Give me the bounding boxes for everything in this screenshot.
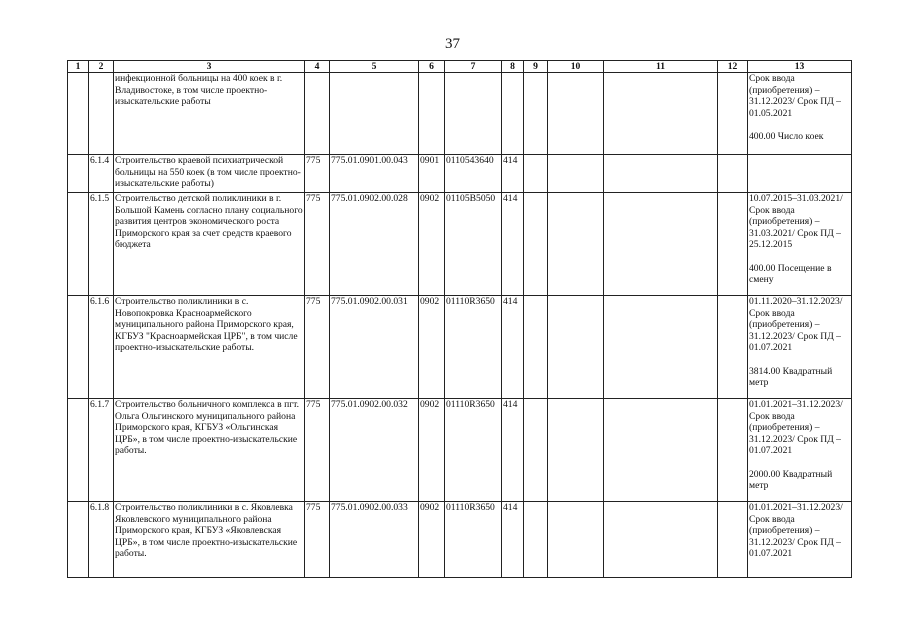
table-row <box>68 155 852 193</box>
cell-col5: 775.01.0902.00.032 <box>330 399 419 502</box>
cell-col11 <box>604 193 718 296</box>
cell-col10 <box>548 193 604 296</box>
cell-term: 10.07.2015–31.03.2021/ Срок ввода (приобретения) – 31.03.2021/ Срок ПД – 25.12.2015 <box>749 193 843 250</box>
cell-col1 <box>68 399 89 502</box>
cell-col12 <box>718 193 748 296</box>
cell-col12 <box>718 502 748 578</box>
table-row <box>68 296 852 399</box>
header-cell: 5 <box>330 61 419 73</box>
cell-description: Строительство краевой психиатрической больницы на 550 коек (в том числе проектно-изыскательские работы) <box>114 155 305 193</box>
cell-col6: 0902 <box>419 502 445 578</box>
cell-col11 <box>604 296 718 399</box>
cell-term: 01.01.2021–31.12.2023/ Срок ввода (приобретения) – 31.12.2023/ Срок ПД – 01.07.2021 <box>749 502 843 559</box>
cell-col12 <box>718 155 748 193</box>
cell-item-number: 6.1.7 <box>89 399 114 502</box>
header-cell: 4 <box>305 61 330 73</box>
cell-measure: 3814.00 Квадратный метр <box>749 365 833 388</box>
cell-col7: 01110R3650 <box>445 502 502 578</box>
table-row <box>68 193 852 296</box>
cell-col8 <box>502 73 524 155</box>
header-cell: 1 <box>68 61 89 73</box>
cell-col6: 0902 <box>419 193 445 296</box>
cell-col5: 775.01.0901.00.043 <box>330 155 419 193</box>
cell-col13 <box>748 193 852 296</box>
cell-col5: 775.01.0902.00.028 <box>330 193 419 296</box>
cell-col1 <box>68 155 89 193</box>
cell-col7: 01105B5050 <box>445 193 502 296</box>
cell-col11 <box>604 155 718 193</box>
cell-col1 <box>68 193 89 296</box>
cell-col5 <box>330 73 419 155</box>
cell-description: Строительство поликлиники в с. Новопокровка Красноармейского муниципального района Приморского края, КГБУЗ "Красноармейская ЦРБ", в том числе проектно-изыскательские работы. <box>114 296 305 399</box>
cell-col11 <box>604 399 718 502</box>
cell-col4: 775 <box>305 502 330 578</box>
cell-col10 <box>548 399 604 502</box>
cell-col13 <box>748 296 852 399</box>
cell-description: инфекционной больницы на 400 коек в г. Владивостоке, в том числе проектно-изыскательские работы <box>114 73 305 155</box>
cell-col9 <box>524 296 548 399</box>
program-table <box>67 60 852 578</box>
cell-col12 <box>718 73 748 155</box>
header-row <box>68 61 852 73</box>
header-cell: 3 <box>114 61 305 73</box>
cell-col10 <box>548 502 604 578</box>
cell-col6: 0901 <box>419 155 445 193</box>
cell-col9 <box>524 502 548 578</box>
table-row <box>68 73 852 155</box>
cell-col11 <box>604 502 718 578</box>
cell-item-number: 6.1.5 <box>89 193 114 296</box>
cell-col4: 775 <box>305 155 330 193</box>
cell-col8: 414 <box>502 296 524 399</box>
cell-col12 <box>718 399 748 502</box>
cell-term: 01.11.2020–31.12.2023/ Срок ввода (приобретения) – 31.12.2023/ Срок ПД – 01.07.2021 <box>749 296 843 353</box>
header-cell: 6 <box>419 61 445 73</box>
cell-col7: 01110R3650 <box>445 296 502 399</box>
cell-col1 <box>68 296 89 399</box>
header-cell: 9 <box>524 61 548 73</box>
table-row <box>68 399 852 502</box>
cell-col13 <box>748 399 852 502</box>
cell-col12 <box>718 296 748 399</box>
cell-col11 <box>604 73 718 155</box>
cell-col4 <box>305 73 330 155</box>
cell-col7: 0110543640 <box>445 155 502 193</box>
cell-col5: 775.01.0902.00.033 <box>330 502 419 578</box>
cell-col4: 775 <box>305 193 330 296</box>
cell-item-number: 6.1.8 <box>89 502 114 578</box>
cell-col8: 414 <box>502 155 524 193</box>
cell-description: Строительство детской поликлиники в г. Большой Камень согласно плану социального развития центров экономического роста Приморского края за счет средств краевого бюджета <box>114 193 305 296</box>
cell-col13 <box>748 73 852 155</box>
cell-col1 <box>68 502 89 578</box>
cell-col10 <box>548 155 604 193</box>
cell-term: Срок ввода (приобретения) – 31.12.2023/ Срок ПД – 01.05.2021 <box>749 73 841 119</box>
page-number: 37 <box>445 36 460 52</box>
cell-col5: 775.01.0902.00.031 <box>330 296 419 399</box>
header-cell: 2 <box>89 61 114 73</box>
cell-col8: 414 <box>502 399 524 502</box>
cell-measure: 2000.00 Квадратный метр <box>749 468 833 491</box>
cell-col4: 775 <box>305 296 330 399</box>
cell-item-number: 6.1.6 <box>89 296 114 399</box>
cell-description: Строительство поликлиники в с. Яковлевка Яковлевского муниципального района Приморского края, КГБУЗ «Яковлевская ЦРБ», в том числе проектно-изыскательские работы. <box>114 502 305 578</box>
cell-item-number: 6.1.4 <box>89 155 114 193</box>
header-cell: 13 <box>748 61 852 73</box>
header-cell: 7 <box>445 61 502 73</box>
header-cell: 11 <box>604 61 718 73</box>
cell-col8: 414 <box>502 502 524 578</box>
cell-col13 <box>748 502 852 578</box>
cell-term: 01.01.2021–31.12.2023/ Срок ввода (приобретения) – 31.12.2023/ Срок ПД – 01.07.2021 <box>749 399 843 456</box>
cell-col7: 01110R3650 <box>445 399 502 502</box>
header-cell: 10 <box>548 61 604 73</box>
cell-item-number <box>89 73 114 155</box>
cell-col10 <box>548 296 604 399</box>
cell-col6 <box>419 73 445 155</box>
header-cell: 8 <box>502 61 524 73</box>
cell-col6: 0902 <box>419 296 445 399</box>
cell-col1 <box>68 73 89 155</box>
cell-col8: 414 <box>502 193 524 296</box>
cell-col9 <box>524 193 548 296</box>
cell-col7 <box>445 73 502 155</box>
cell-measure: 400.00 Посещение в смену <box>749 262 832 285</box>
cell-col6: 0902 <box>419 399 445 502</box>
cell-col10 <box>548 73 604 155</box>
cell-col9 <box>524 73 548 155</box>
table-row <box>68 502 852 578</box>
cell-col9 <box>524 399 548 502</box>
header-cell: 12 <box>718 61 748 73</box>
cell-col13 <box>748 155 852 193</box>
cell-col4: 775 <box>305 399 330 502</box>
cell-description: Строительство больничного комплекса в пгт. Ольга Ольгинского муниципального района Приморского края, КГБУЗ «Ольгинская ЦРБ», в том числе проектно-изыскательские работы. <box>114 399 305 502</box>
cell-measure: 400.00 Число коек <box>749 131 824 142</box>
cell-col9 <box>524 155 548 193</box>
